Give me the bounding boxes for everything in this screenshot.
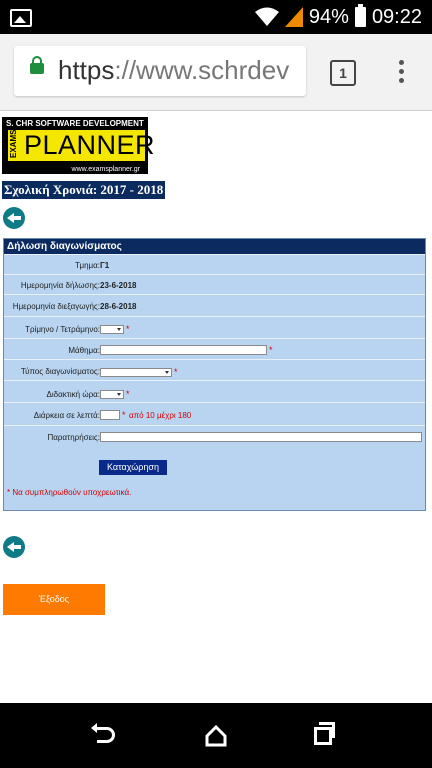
notes-input[interactable] — [100, 432, 422, 442]
term-required-mark: * — [126, 324, 130, 334]
nav-home-icon[interactable] — [205, 725, 227, 747]
form-title: Δήλωση διαγωνίσματος — [4, 239, 425, 254]
wifi-icon — [255, 7, 279, 27]
status-icons — [255, 0, 422, 34]
back-arrow-icon[interactable] — [3, 207, 25, 229]
exam-type-select[interactable] — [100, 368, 172, 377]
logo-website: www.examsplanner.gr — [71, 166, 140, 173]
declaration-date-label: Ημερομηνία δήλωσης: — [20, 281, 100, 290]
duration-row — [4, 402, 425, 426]
duration-required-mark: * — [122, 410, 126, 420]
signal-icon — [285, 7, 303, 27]
logo-yellow-box — [8, 129, 156, 161]
school-year-heading: Σχολική Χρονιά: 2017 - 2018 — [4, 182, 164, 197]
declaration-date-value: 23-6-2018 — [100, 281, 137, 290]
battery-percent: 94% — [308, 5, 349, 28]
exam-date-label: Ημερομηνία διεξαγωγής: — [12, 302, 100, 311]
duration-label: Διάρκεια σε λεπτά: — [33, 411, 100, 420]
class-label: Τμημα: — [75, 261, 100, 270]
exam-declaration-form — [3, 238, 426, 511]
lock-icon — [30, 63, 44, 74]
period-select[interactable] — [100, 390, 124, 399]
address-bar[interactable] — [14, 46, 306, 96]
gallery-icon — [10, 9, 32, 27]
submit-button[interactable]: Καταχώρηση — [99, 460, 167, 475]
url-text[interactable] — [58, 55, 289, 86]
notes-label: Παρατηρήσεις: — [47, 433, 100, 442]
duration-hint: από 10 μέχρι 180 — [129, 411, 192, 420]
exam-type-required-mark: * — [174, 367, 178, 377]
exit-button[interactable]: Έξοδος — [3, 584, 105, 615]
subject-row — [4, 338, 425, 360]
url-rest: ://www.schrdev — [114, 55, 290, 85]
subject-label: Μάθημα: — [68, 346, 100, 355]
term-label: Τρίμηνο / Τετράμηνο: — [25, 325, 100, 334]
period-label: Διδακτική ώρα: — [46, 390, 100, 399]
clock: 09:22 — [371, 5, 422, 28]
notes-row — [4, 425, 425, 458]
subject-input[interactable] — [100, 345, 267, 355]
nav-recents-icon[interactable] — [314, 727, 332, 745]
exam-date-value: 28-6-2018 — [100, 302, 137, 311]
back-arrow-icon-bottom[interactable] — [3, 536, 25, 558]
exam-type-label: Τύπος διαγωνίσματος: — [20, 367, 100, 376]
browser-toolbar — [0, 34, 432, 111]
period-required-mark: * — [126, 389, 130, 399]
tab-switcher-button[interactable]: 1 — [330, 60, 356, 86]
declaration-date-row — [4, 274, 425, 295]
exam-date-row — [4, 294, 425, 317]
required-fields-note: * Να συμπληρωθούν υποχρεωτικά. — [7, 488, 132, 497]
class-row — [4, 254, 425, 275]
logo-company: S. CHR SOFTWARE DEVELOPMENT — [6, 119, 144, 128]
url-scheme: https — [58, 55, 115, 85]
system-nav-bar — [0, 703, 432, 768]
status-bar — [0, 0, 432, 34]
logo-planner: PLANNER — [24, 130, 156, 160]
term-select[interactable] — [100, 325, 124, 334]
class-value: Γ1 — [100, 261, 110, 270]
exam-type-row — [4, 359, 425, 381]
browser-menu-icon[interactable] — [399, 60, 405, 84]
logo-exams: EXAMS — [9, 129, 18, 158]
subject-required-mark: * — [269, 345, 273, 355]
nav-back-icon[interactable] — [97, 727, 115, 743]
period-row — [4, 380, 425, 403]
examsplanner-logo — [2, 117, 156, 174]
battery-icon — [355, 7, 366, 27]
term-row — [4, 316, 425, 339]
duration-input[interactable] — [100, 410, 120, 420]
